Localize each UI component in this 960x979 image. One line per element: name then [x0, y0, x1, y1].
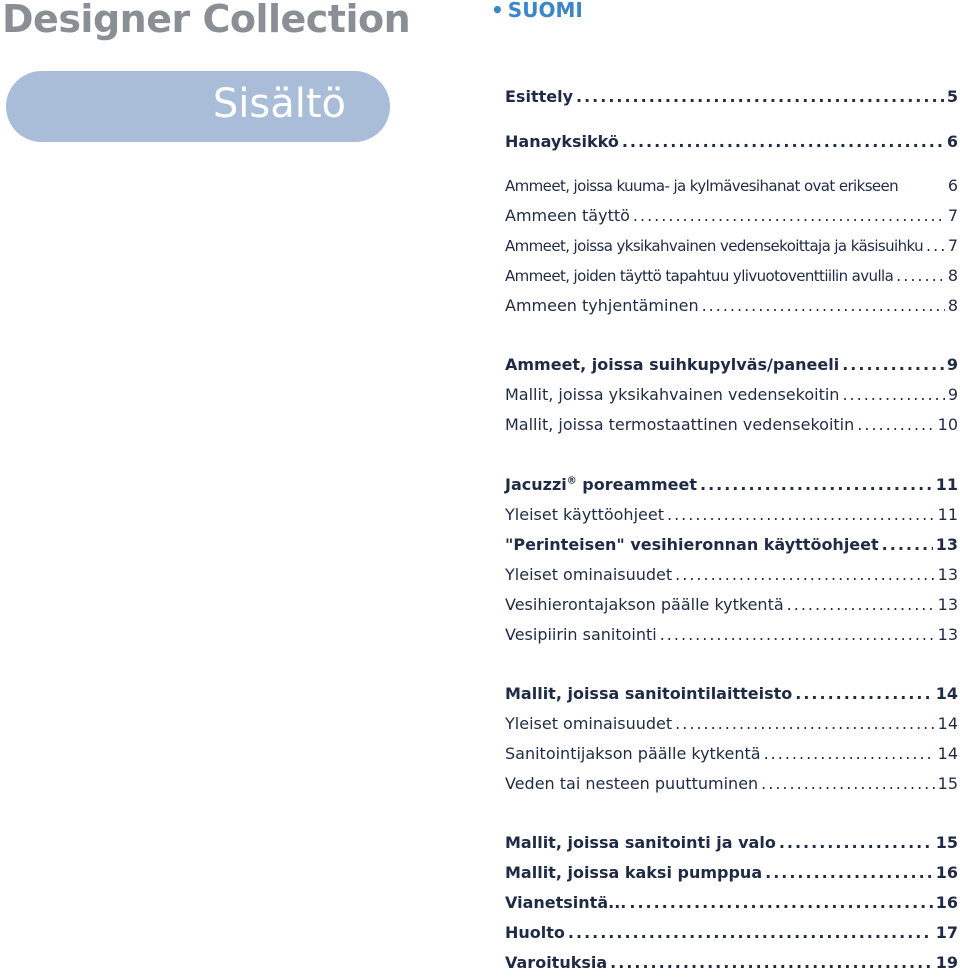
toc-entry[interactable]	[505, 385, 958, 411]
toc-entry-page: 11	[935, 475, 958, 494]
toc-entry-label: Sanitointijakson päälle kytkentä	[505, 744, 761, 763]
dot-leader	[675, 565, 934, 584]
toc-entry[interactable]	[505, 535, 958, 561]
toc-entry-label: Varoituksia	[505, 953, 608, 972]
toc-entry[interactable]	[505, 236, 958, 262]
toc-entry-label: Ammeet, joissa kuuma- ja kylmävesihanat ovat erikseen	[505, 177, 899, 195]
toc-entry-page: 14	[937, 744, 958, 763]
registered-mark: ®	[566, 475, 577, 487]
toc-entry[interactable]	[505, 176, 958, 202]
toc-entry-label: Huolto	[505, 923, 565, 942]
toc-entry-label: Vesihierontajakson päälle kytkentä	[505, 595, 784, 614]
toc-entry-page: 6	[946, 132, 958, 151]
dot-leader	[622, 132, 944, 151]
toc-entry-label: Yleiset käyttöohjeet	[505, 505, 664, 524]
toc-entry-page: 9	[946, 355, 958, 374]
toc-entry[interactable]	[505, 893, 958, 919]
toc-entry[interactable]	[505, 833, 958, 859]
dot-leader	[882, 535, 933, 554]
dot-leader	[764, 744, 935, 763]
toc-entry[interactable]	[505, 923, 958, 949]
dot-leader	[660, 625, 935, 644]
toc-entry-page: 10	[937, 415, 958, 434]
toc-entry-page: 5	[946, 87, 958, 106]
toc-entry[interactable]	[505, 565, 958, 591]
toc-entry[interactable]	[505, 132, 958, 158]
toc-entry-page: 6	[947, 176, 958, 195]
toc-entry[interactable]	[505, 206, 958, 232]
document-title: Designer Collection	[2, 0, 411, 41]
toc-entry-label: Mallit, joissa kaksi pumppua	[505, 863, 763, 882]
toc-entry-label: Ammeet, joissa suihkupylväs/paneeli	[505, 355, 840, 374]
toc-entry-page: 13	[937, 625, 958, 644]
toc-entry-label: Mallit, joissa yksikahvainen vedensekoitin	[505, 385, 840, 404]
dot-leader	[761, 774, 934, 793]
toc-entry-page: 15	[935, 833, 958, 852]
toc-entry-label: Ammeen täyttö	[505, 206, 630, 225]
toc-entry-page: 13	[937, 565, 958, 584]
toc-entry[interactable]	[505, 296, 958, 322]
dot-leader	[629, 893, 932, 912]
toc-entry-label: Yleiset ominaisuudet	[505, 714, 673, 733]
dot-leader	[926, 236, 945, 255]
dot-leader	[842, 355, 944, 374]
dot-leader	[842, 385, 944, 404]
toc-entry[interactable]	[505, 355, 958, 381]
dot-leader	[610, 953, 933, 972]
toc-entry-label: "Perinteisen" vesihieronnan käyttöohjeet	[505, 535, 879, 554]
dot-leader	[702, 296, 945, 315]
bullet-icon: •	[491, 0, 504, 22]
toc-entry[interactable]	[505, 774, 958, 800]
toc-entry-page: 7	[947, 236, 958, 255]
toc-entry-page: 13	[935, 535, 958, 554]
toc-entry-page: 14	[937, 714, 958, 733]
dot-leader	[857, 415, 934, 434]
toc-entry[interactable]	[505, 714, 958, 740]
toc-entry[interactable]	[505, 863, 958, 889]
toc-entry[interactable]	[505, 415, 958, 441]
dot-leader	[667, 505, 935, 524]
toc-entry-label: Mallit, joissa sanitointilaitteisto	[505, 684, 793, 703]
toc-entry-page: 16	[935, 863, 958, 882]
dot-leader	[765, 863, 933, 882]
toc-entry-page: 13	[937, 595, 958, 614]
toc-entry-page: 17	[935, 923, 958, 942]
toc-entry-label: Mallit, joissa sanitointi ja valo	[505, 833, 776, 852]
toc-entry-label: Ammeen tyhjentäminen	[505, 296, 699, 315]
toc-entry[interactable]	[505, 595, 958, 621]
dot-leader	[576, 87, 944, 106]
dot-leader	[896, 266, 945, 285]
dot-leader	[700, 475, 933, 494]
dot-leader	[633, 206, 945, 225]
toc-entry-page: 8	[947, 296, 958, 315]
toc-entry[interactable]	[505, 505, 958, 531]
toc-entry-label: Hanayksikkö	[505, 132, 619, 151]
dot-leader	[779, 833, 933, 852]
toc-entry-label: Ammeet, joissa yksikahvainen vedensekoittaja ja käsisuihku	[505, 237, 924, 255]
brand-name: Jacuzzi	[505, 475, 567, 494]
toc-entry-label: Mallit, joissa termostaattinen vedensekoitin	[505, 415, 855, 434]
section-title-pill	[6, 71, 390, 142]
toc-entry-label: Veden tai nesteen puuttuminen	[505, 774, 759, 793]
toc-entry-page: 15	[937, 774, 958, 793]
toc-entry[interactable]	[505, 266, 958, 292]
toc-entry[interactable]	[505, 744, 958, 770]
section-title: Sisältö	[212, 81, 346, 127]
toc-entry-label	[505, 475, 697, 494]
language-label	[491, 0, 583, 22]
toc-entry-page: 19	[935, 953, 958, 972]
toc-entry[interactable]	[505, 953, 958, 979]
toc-entry-label-suffix: poreammeet	[576, 475, 697, 494]
toc-entry-page: 9	[947, 385, 958, 404]
language-text: SUOMI	[507, 0, 583, 22]
dot-leader	[568, 923, 933, 942]
dot-leader	[675, 714, 934, 733]
dot-leader	[787, 595, 935, 614]
toc-entry-label: Vianetsintä...	[505, 893, 627, 912]
toc-entry-label: Vesipiirin sanitointi	[505, 625, 657, 644]
toc-entry-page: 7	[947, 206, 958, 225]
toc-entry[interactable]	[505, 684, 958, 710]
toc-entry-label: Ammeet, joiden täyttö tapahtuu ylivuotoventtiilin avulla	[505, 267, 894, 285]
toc-entry-page: 8	[947, 266, 958, 285]
toc-entry-page: 14	[935, 684, 958, 703]
toc-entry-page: 16	[935, 893, 958, 912]
toc-entry[interactable]	[505, 625, 958, 651]
dot-leader	[795, 684, 932, 703]
toc-entry-page: 11	[937, 505, 958, 524]
toc-entry[interactable]	[505, 475, 958, 501]
toc-entry-label: Esittely	[505, 87, 573, 106]
toc-entry-label: Yleiset ominaisuudet	[505, 565, 673, 584]
toc-entry[interactable]	[505, 87, 958, 113]
